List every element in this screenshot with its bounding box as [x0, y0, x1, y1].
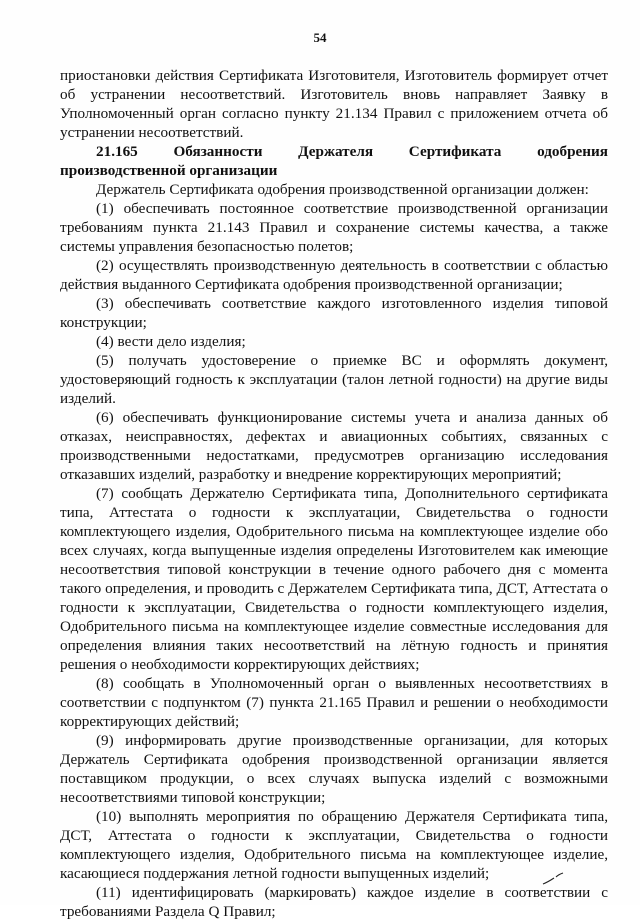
list-item: (10) выполнять мероприятия по обращению Держателя Сертификата типа, ДСТ, Аттестата о годности к эксплуатации, Свидетельства о годности комплектующего изделия, Одобрительного письма на комплектующее изделие, касающиеся поддержания летной годности выпущенных изделий;: [60, 808, 608, 882]
list-item: (9) информировать другие производственные организации, для которых Держатель Сертификата одобрения производственной организации является поставщиком продукции, о всех случаях выпуска изделий с возможными несоответствиями типовой конструкции;: [60, 732, 608, 806]
continuation-paragraph: приостановки действия Сертификата Изготовителя, Изготовитель формирует отчет об устранении несоответствий. Изготовитель вновь направляет Заявку в Уполномоченный орган согласно пункту 21.134 Правил с приложением отчета об устранении несоответствий.: [60, 67, 608, 141]
list-item: (11) идентифицировать (маркировать) каждое изделие в соответствии с требованиями Раздела Q Правил;: [60, 884, 608, 920]
initials-mark-icon: [542, 872, 564, 886]
list-item: (7) сообщать Держателю Сертификата типа, Дополнительного сертификата типа, Аттестата о годности к эксплуатации, Свидетельства о годности комплектующего изделия, Одобрительного письма на комплектующее изделие обо всех случаях, когда выпущенные изделия определены Изготовителем как имеющие несоответствия типовой конструкции в течение одного рабочего дня с момента такого определения, и проводить с Держателем Сертификата типа, ДСТ, Аттестата о годности к эксплуатации, Свидетельства о годности комплектующего изделия, Одобрительного письма на комплектующее изделие совместные исследования для определения влияния таких несоответствий на лётную годность и принятия решения о необходимости корректирующих действиях;: [60, 485, 608, 673]
list-item: (5) получать удостоверение о приемке ВС и оформлять документ, удостоверяющий годность к эксплуатации (талон летной годности) на другие виды изделий.: [60, 352, 608, 407]
list-item: (6) обеспечивать функционирование системы учета и анализа данных об отказах, неисправностях, дефектах и авиационных событиях, связанных с производственными недостатками, предусмотрев организацию исследования отказавших изделий, разработку и внедрение корректирующих мероприятий;: [60, 409, 608, 483]
list-item: (1) обеспечивать постоянное соответствие производственной организации требованиям пункта 21.143 Правил и сохранение системы качества, а также системы управления безопасностью полетов;: [60, 200, 608, 255]
list-item: (3) обеспечивать соответствие каждого изготовленного изделия типовой конструкции;: [60, 295, 608, 331]
list-item: (8) сообщать в Уполномоченный орган о выявленных несоответствиях в соответствии с подпунктом (7) пункта 21.165 Правил и решении о необходимости корректирующих действий;: [60, 675, 608, 730]
section-heading: 21.165 Обязанности Держателя Сертификата одобрения производственной организации: [60, 143, 608, 179]
list-item: (4) вести дело изделия;: [96, 333, 246, 350]
page-number: 54: [313, 30, 327, 45]
intro-paragraph: Держатель Сертификата одобрения производственной организации должен:: [96, 181, 589, 198]
document-body: [60, 66, 608, 921]
list-item: (2) осуществлять производственную деятельность в соответствии с областью действия выданного Сертификата одобрения производственной организации;: [60, 257, 608, 293]
